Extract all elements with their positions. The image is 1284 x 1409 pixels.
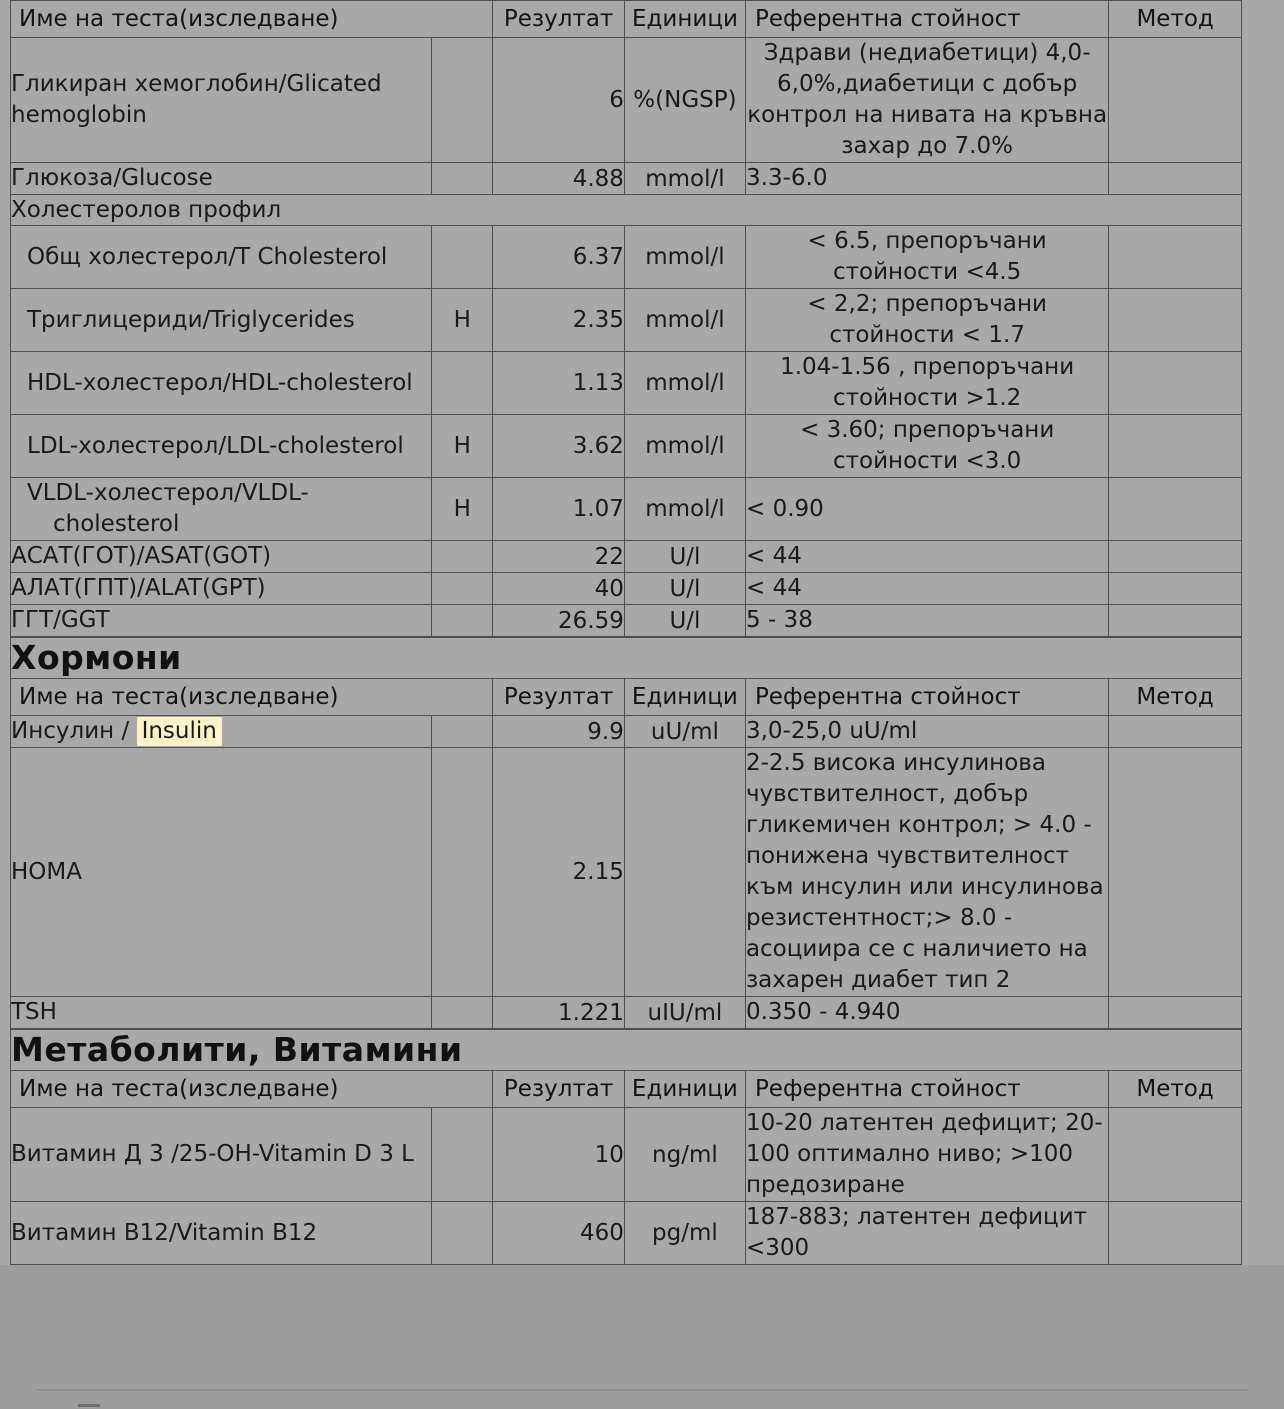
- column-header-result: Резултат: [493, 1, 625, 38]
- test-result: 1.221: [493, 997, 625, 1029]
- test-result: 1.13: [493, 352, 625, 415]
- test-result: 6.37: [493, 226, 625, 289]
- test-units: ng/ml: [624, 1108, 745, 1202]
- test-name: Гликиран хемоглобин/Glicated hemoglobin: [11, 38, 432, 163]
- table-row: [11, 38, 1242, 163]
- test-group-label: Холестеролов профил: [11, 195, 1242, 226]
- test-reference: 187-883; латентен дефицит <300: [745, 1202, 1108, 1265]
- column-header-method: Метод: [1109, 679, 1242, 716]
- section-title-text: Метаболити, Витамини: [11, 1030, 1242, 1071]
- table-row: [11, 163, 1242, 195]
- test-name: HOMA: [11, 748, 432, 997]
- test-method: [1109, 573, 1242, 605]
- column-header-result: Резултат: [493, 679, 625, 716]
- test-units: [624, 748, 745, 997]
- test-method: [1109, 605, 1242, 637]
- test-result: 22: [493, 541, 625, 573]
- column-header-units: Единици: [624, 1071, 745, 1108]
- section-title-metabolites-vitamins: [11, 1030, 1242, 1071]
- table-row: [11, 1202, 1242, 1265]
- column-header-method: Метод: [1109, 1, 1242, 38]
- test-result: 460: [493, 1202, 625, 1265]
- test-units: pg/ml: [624, 1202, 745, 1265]
- table-row: [11, 226, 1242, 289]
- test-name: ГГТ/GGT: [11, 605, 432, 637]
- test-reference: 3.3-6.0: [746, 163, 1109, 195]
- test-name: Триглицериди/Triglycerides: [11, 289, 432, 352]
- test-name: TSH: [11, 997, 432, 1029]
- test-reference: < 2,2; препоръчани стойности < 1.7: [746, 289, 1109, 352]
- table-row: [11, 573, 1242, 605]
- section-title-text: Хормони: [11, 638, 1242, 679]
- test-name: Витамин Д 3 /25-OH-Vitamin D 3 L: [11, 1108, 432, 1202]
- test-method: [1109, 541, 1242, 573]
- test-units: mmol/l: [624, 415, 745, 478]
- test-units: mmol/l: [624, 352, 745, 415]
- test-units: mmol/l: [624, 163, 745, 195]
- test-flag: [432, 748, 493, 997]
- column-header-reference: Референтна стойност: [745, 1071, 1108, 1108]
- column-header-name: Име на теста(изследване): [11, 679, 493, 716]
- test-reference: Здрави (недиабетици) 4,0-6,0%,диабетици с добър контрол на нивата на кръвна захар до 7.0%: [746, 38, 1109, 163]
- table-row: [11, 352, 1242, 415]
- test-flag: [432, 573, 493, 605]
- test-flag: H: [432, 478, 493, 541]
- test-reference: 0.350 - 4.940: [745, 997, 1108, 1029]
- results-table-biochemistry: [10, 0, 1242, 637]
- test-reference: 5 - 38: [746, 605, 1109, 637]
- test-units: uIU/ml: [624, 997, 745, 1029]
- test-method: [1109, 163, 1242, 195]
- test-flag: H: [432, 415, 493, 478]
- test-method: [1109, 997, 1242, 1029]
- test-units: %(NGSP): [624, 38, 745, 163]
- test-method: [1109, 352, 1242, 415]
- test-name: Глюкоза/Glucose: [11, 163, 432, 195]
- test-name: Витамин B12/Vitamin B12: [11, 1202, 432, 1265]
- test-reference: 10-20 латентен дефицит; 20-100 оптимално ниво; >100 предозиране: [745, 1108, 1108, 1202]
- test-result: 40: [493, 573, 625, 605]
- column-header-reference: Референтна стойност: [746, 1, 1109, 38]
- table-header-row: [11, 1, 1242, 38]
- test-method: [1109, 289, 1242, 352]
- test-result: 4.88: [493, 163, 625, 195]
- test-reference: 1.04-1.56 , препоръчани стойности >1.2: [746, 352, 1109, 415]
- table-row: [11, 415, 1242, 478]
- table-header-row: [11, 1071, 1242, 1108]
- test-method: [1109, 38, 1242, 163]
- test-flag: [432, 541, 493, 573]
- test-reference: < 6.5, препоръчани стойности <4.5: [746, 226, 1109, 289]
- test-units: U/l: [624, 605, 745, 637]
- test-name: HDL-холестерол/HDL-cholesterol: [11, 352, 432, 415]
- results-table-hormones: [10, 637, 1242, 1029]
- test-flag: [432, 163, 493, 195]
- test-result: 6: [493, 38, 625, 163]
- test-reference: 2-2.5 висока инсулинова чувствителност, добър гликемичен контрол; > 4.0 - понижена чувствителност към инсулин или инсулинова резистентност;> 8.0 - асоциира се с наличието на захарен диабет тип 2: [745, 748, 1108, 997]
- test-name: LDL-холестерол/LDL-cholesterol: [11, 415, 432, 478]
- test-name-highlight: Insulin: [137, 717, 222, 746]
- test-method: [1109, 716, 1242, 748]
- table-row: [11, 541, 1242, 573]
- table-row: [11, 289, 1242, 352]
- test-flag: [432, 38, 493, 163]
- table-row: [11, 1108, 1242, 1202]
- test-method: [1109, 415, 1242, 478]
- table-row: [11, 748, 1242, 997]
- test-units: mmol/l: [624, 289, 745, 352]
- test-reference: < 44: [746, 541, 1109, 573]
- test-flag: [432, 716, 493, 748]
- column-header-units: Единици: [624, 1, 745, 38]
- test-name: VLDL-холестерол/VLDL-cholesterol: [11, 478, 432, 541]
- test-name: АЛАТ(ГПТ)/ALAT(GPT): [11, 573, 432, 605]
- test-result: 10: [493, 1108, 625, 1202]
- table-row: [11, 605, 1242, 637]
- test-reference: < 3.60; препоръчани стойности <3.0: [746, 415, 1109, 478]
- test-reference: < 0.90: [746, 478, 1109, 541]
- test-flag: [432, 1202, 493, 1265]
- test-reference: 3,0-25,0 uU/ml: [745, 716, 1108, 748]
- test-units: uU/ml: [624, 716, 745, 748]
- test-method: [1109, 1108, 1242, 1202]
- table-row: [11, 716, 1242, 748]
- test-result: 26.59: [493, 605, 625, 637]
- test-flag: [432, 352, 493, 415]
- test-result: 2.35: [493, 289, 625, 352]
- test-method: [1109, 478, 1242, 541]
- test-reference: < 44: [746, 573, 1109, 605]
- test-result: 1.07: [493, 478, 625, 541]
- test-flag: [432, 226, 493, 289]
- test-units: U/l: [624, 573, 745, 605]
- column-header-name: Име на теста(изследване): [11, 1071, 493, 1108]
- column-header-result: Резултат: [493, 1071, 625, 1108]
- test-result: 2.15: [493, 748, 625, 997]
- column-header-method: Метод: [1109, 1071, 1242, 1108]
- page-footer-rule: [36, 1389, 1248, 1391]
- test-result: 3.62: [493, 415, 625, 478]
- test-name: АСАТ(ГОТ)/ASAT(GOT): [11, 541, 432, 573]
- test-flag: [432, 1108, 493, 1202]
- column-header-reference: Референтна стойност: [745, 679, 1108, 716]
- test-method: [1109, 748, 1242, 997]
- table-row: [11, 997, 1242, 1029]
- test-units: U/l: [624, 541, 745, 573]
- test-flag: [432, 605, 493, 637]
- page-footer-dash: [78, 1404, 100, 1407]
- test-method: [1109, 226, 1242, 289]
- test-group-row: [11, 195, 1242, 226]
- column-header-name: Име на теста(изследване): [11, 1, 493, 38]
- column-header-units: Единици: [624, 679, 745, 716]
- test-units: mmol/l: [624, 478, 745, 541]
- section-title-hormones: [11, 638, 1242, 679]
- results-table-metabolites-vitamins: [10, 1029, 1242, 1265]
- test-name-cell: [11, 716, 432, 748]
- test-name: Инсулин /: [11, 718, 137, 744]
- test-result: 9.9: [493, 716, 625, 748]
- test-name: Общ холестерол/Т Cholesterol: [11, 226, 432, 289]
- table-header-row: [11, 679, 1242, 716]
- test-method: [1109, 1202, 1242, 1265]
- test-flag: [432, 997, 493, 1029]
- table-row: [11, 478, 1242, 541]
- test-units: mmol/l: [624, 226, 745, 289]
- test-flag: H: [432, 289, 493, 352]
